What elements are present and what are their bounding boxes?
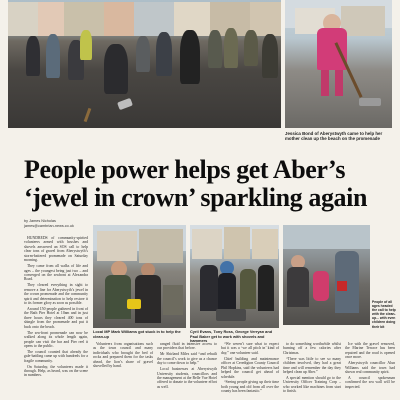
article-paragraph: Around 150 people gathered in front of the Bath Pier Hotel at 10am and in just three hours they cleared 400 tons of shingle from the promenade and put it back onto the beach.	[24, 306, 88, 329]
photo-children-helping	[283, 225, 370, 325]
article-paragraph: They cleared everything in sight to remove a line for Aberystwyth’s jewel in the crown promenade and the community spirit and determination to help restore it to its former glory as soon as possible.	[24, 283, 88, 306]
article-paragraph: Local businesses at Aberystwyth University students, councillors and the management at the Belle Vue Hotel offered to donate to the volunteer effort as well.	[157, 367, 217, 389]
top-photo-caption: Jessica Bond of Aberystwyth came to help her mother clean up the beach on the promenade	[285, 131, 383, 142]
article-paragraph: On Saturday, the volunteers made it through. Help, as heard, was on the scene in numbers.	[24, 364, 88, 378]
article-paragraph: Mr Shirland Miles said “and rebuilt the council’s work to give us a chance day to come down to help.”	[157, 352, 217, 366]
article-paragraph: “We weren’t sure what to expect but it was a ‘we all pitch in’ kind of day,” one volunteer said.	[221, 342, 279, 355]
article-paragraph: “There was little to see so many children involved, they had a great time and will remember the day they helped clean up Aber.”	[283, 356, 341, 375]
byline: by James Nicholas james@cambrian-news.co.uk	[24, 219, 74, 228]
article-column-2	[93, 342, 153, 398]
article-paragraph: Ice with the gravel removed, the Marine Terrace has been repaired and the road is opened once more.	[345, 342, 395, 360]
article-paragraph: HUNDREDS of community-spirited volunteers armed with brushes and shovels answered an SOS call to help clear tons of gravel from Aberystwyth’s storm-battered promenade on Saturday morning.	[24, 236, 88, 263]
top-photo-child	[285, 0, 392, 128]
article-column-5	[283, 342, 341, 398]
article-paragraph: Aberystwyth councillor Alun Williams said the town had shown real community spirit.	[345, 361, 395, 375]
caption-volunteers: Cyril Evans, Tony Ross, George Verryan and Paul Baker get to work with shovels and hammers	[190, 329, 273, 344]
article-column-1	[24, 236, 88, 398]
article-paragraph: They came from all walks of life and ages – the youngest being just two – and converged on the seafront at Alexandra Road.	[24, 264, 88, 282]
article-paragraph: A special mention should go to the University Officer Training Corp – who worked like machines from start to finish.	[283, 375, 341, 394]
article-paragraph: The council counted that already the gale-battling came up with hundreds for a fragile community.	[24, 349, 88, 363]
article-paragraph: Volunteers from organisations such as the town council and many individuals who brought the bed of rocks and prepared them for the tasks ahead, the lion’s share of gravel shovelled by hand.	[93, 342, 153, 369]
article-paragraph: A council spokesman confirmed the sea wall will be inspected.	[345, 375, 395, 389]
article-column-6	[345, 342, 395, 398]
photo-volunteers-wheelbarrow	[190, 225, 279, 328]
photo-mp-shovelling	[93, 225, 186, 328]
top-photo-volunteers	[8, 0, 281, 128]
article-paragraph: to do something worthwhile whilst burning off a few calories after Christmas.	[283, 342, 341, 355]
headline: People power helps get Aber’s ‘jewel in crown’ sparkling again	[24, 155, 368, 212]
article-paragraph: Chief building and maintenance officer at Ceredigion County Council Phil Hopkins, said the volunteers had helped the council get ahead of schedule.	[221, 356, 279, 379]
caption-mp: Local MP Mark Williams got stuck in to help the clean-up	[93, 329, 181, 339]
caption-children: People of all ages headed the call to help with the clean-up... with even children doing their bit	[372, 300, 396, 329]
article-column-4	[221, 342, 279, 398]
article-paragraph: The sea-front promenade can now be walked along its whole length again, people can visit the bar and Pier reel it opens to the public.	[24, 330, 88, 348]
article-column-3	[157, 342, 217, 398]
article-paragraph: “Seeing people giving up their time both young and old from all over the county has been fantastic.”	[221, 380, 279, 394]
article-paragraph: ranged fluid in intensive access to our providers that before.	[157, 342, 217, 351]
